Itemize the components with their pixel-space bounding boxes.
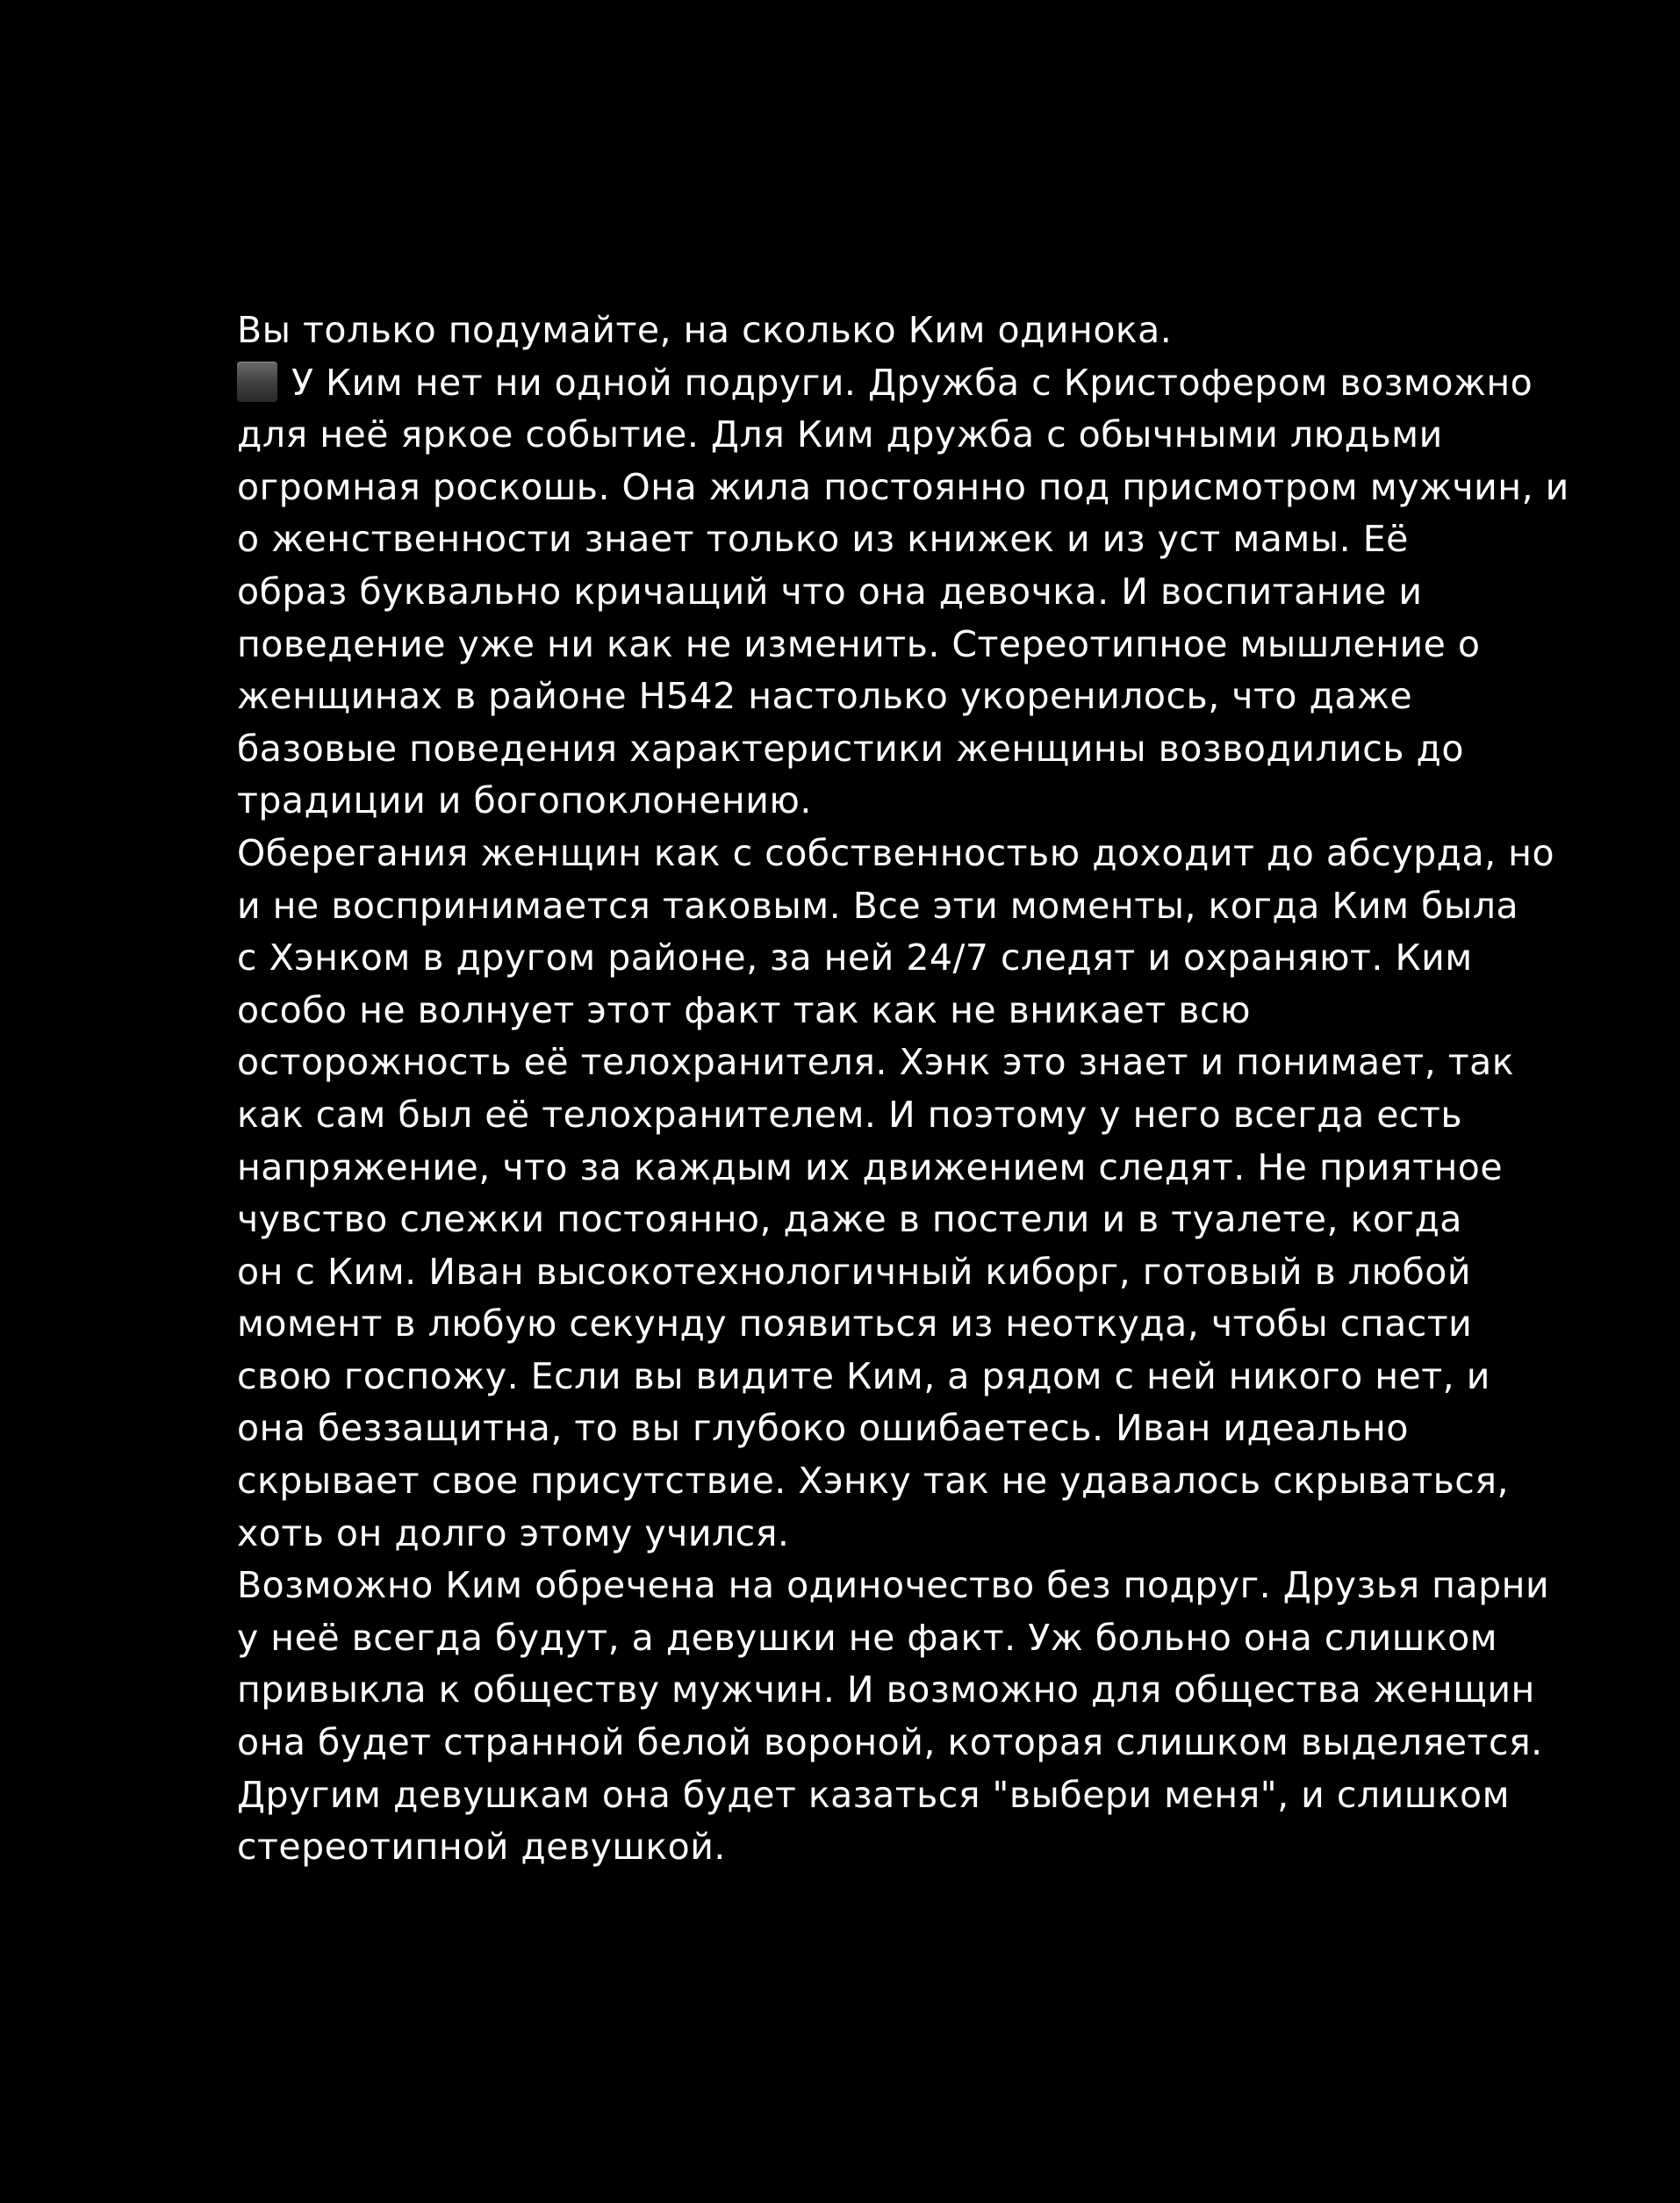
text-line-1: Вы только подумайте, на сколько Ким одинока.	[237, 309, 1173, 351]
text-line-12: и не воспринимается таковым. Все эти моменты, когда Ким была	[237, 884, 1519, 927]
text-line-20: момент в любую секунду появиться из неоткуда, чтобы спасти	[237, 1302, 1473, 1345]
text-line-2-text: У Ким нет ни одной подруги. Дружба с Кристофером возможно	[291, 361, 1533, 404]
black-square-emoji-icon	[237, 362, 277, 402]
text-line-13: с Хэнком в другом районе, за ней 24/7 следят и охраняют. Ким	[237, 936, 1473, 980]
text-line-8: женщинах в районе H542 настолько укоренилось, что даже	[237, 675, 1413, 718]
text-line-6: образ буквально кричащий что она девочка. И воспитание и	[237, 570, 1423, 613]
story-text-block	[237, 305, 1569, 1874]
text-line-15: осторожность её телохранителя. Хэнк это знает и понимает, так	[237, 1041, 1515, 1084]
text-line-26: у неё всегда будут, а девушки не факт. Уж больно она слишком	[237, 1616, 1498, 1659]
text-line-11: Оберегания женщин как с собственностью доходит до абсурда, но	[237, 831, 1555, 874]
text-line-7: поведение уже ни как не изменить. Стереотипное мышление о	[237, 622, 1481, 665]
text-line-21: свою госпожу. Если вы видите Ким, а рядом с ней никого нет, и	[237, 1354, 1490, 1397]
text-line-30: стереотипной девушкой.	[237, 1826, 726, 1869]
text-line-5: о женственности знает только из книжек и из уст мамы. Её	[237, 518, 1409, 561]
text-line-19: он с Ким. Иван высокотехнологичный киборг, готовый в любой	[237, 1250, 1472, 1293]
text-line-23: скрывает свое присутствие. Хэнку так не удавалось скрываться,	[237, 1460, 1510, 1503]
text-line-4: огромная роскошь. Она жила постоянно под присмотром мужчин, и	[237, 465, 1569, 508]
text-line-9: базовые поведения характеристики женщины возводились до	[237, 727, 1464, 770]
text-line-18: чувство слежки постоянно, даже в постели и в туалете, когда	[237, 1198, 1462, 1241]
text-line-27: привыкла к обществу мужчин. И возможно для общества женщин	[237, 1668, 1535, 1711]
text-line-3: для неё яркое событие. Для Ким дружба с обычными людьми	[237, 413, 1443, 456]
text-line-10: традиции и богопоклонению.	[237, 779, 812, 822]
text-line-14: особо не волнует этот факт так как не вникает всю	[237, 988, 1252, 1031]
text-line-16: как сам был её телохранителем. И поэтому у него всегда есть	[237, 1093, 1463, 1136]
text-line-28: она будет странной белой вороной, которая слишком выделяется.	[237, 1721, 1543, 1764]
text-line-17: напряжение, что за каждым их движением следят. Не приятное	[237, 1145, 1504, 1188]
text-line-2	[237, 357, 1533, 410]
text-line-24: хоть он долго этому учился.	[237, 1511, 790, 1554]
text-line-29: Другим девушкам она будет казаться "выбери меня", и слишком	[237, 1773, 1511, 1816]
text-line-25: Возможно Ким обречена на одиночество без подруг. Друзья парни	[237, 1564, 1550, 1607]
text-line-22: она беззащитна, то вы глубоко ошибаетесь. Иван идеально	[237, 1407, 1409, 1450]
